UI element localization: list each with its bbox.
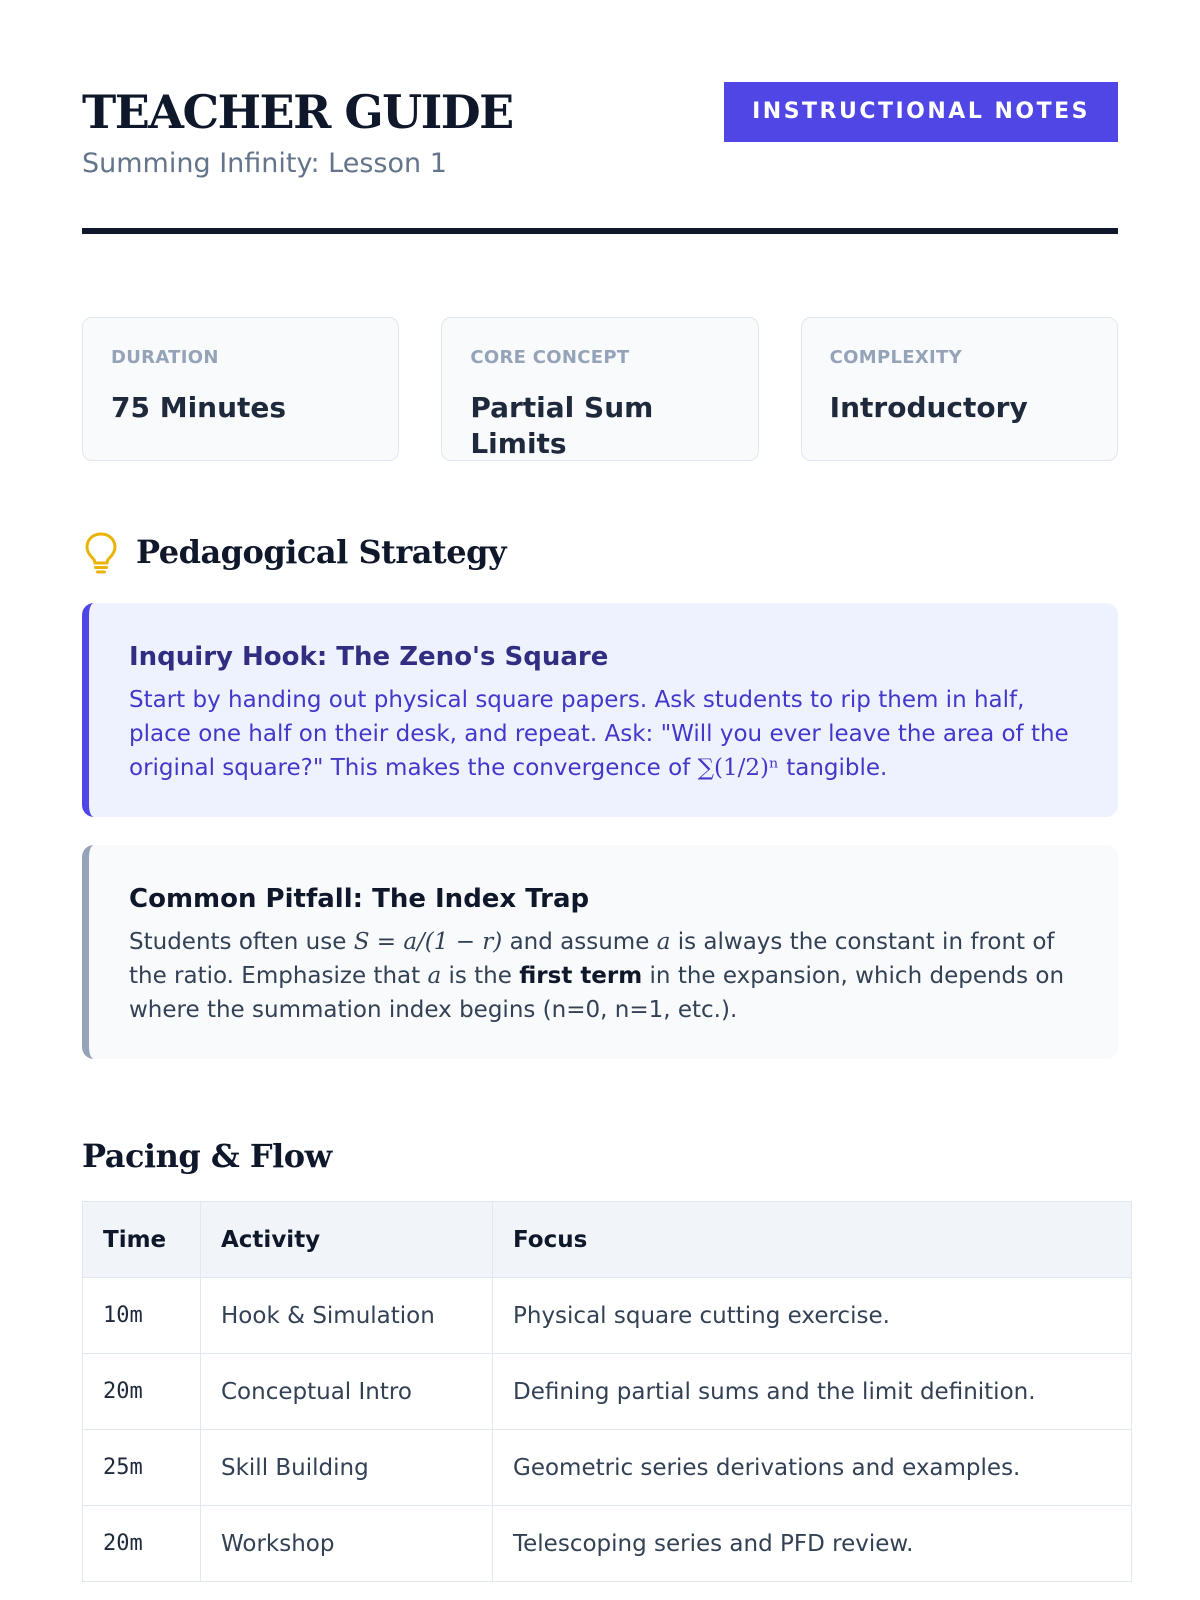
table-row: [83, 1278, 1132, 1354]
callout-text: in the expansion, which depends on where the summation index begins (n=0, n=1, etc.).: [129, 963, 1065, 1023]
complexity-card: [801, 317, 1118, 461]
callout-body: [129, 683, 1078, 785]
math-expression: S = a/(1 − r): [353, 929, 503, 955]
pacing-table: [82, 1201, 1132, 1582]
table-row: [83, 1354, 1132, 1430]
callout-text: Students often use: [129, 929, 354, 955]
lightbulb-icon: [82, 530, 120, 574]
card-value: Introductory: [829, 391, 1028, 424]
card-label: COMPLEXITY: [829, 347, 962, 368]
pacing-heading: [82, 1137, 1118, 1175]
math-expression: a: [656, 929, 671, 955]
focus-cell: Defining partial sums and the limit definition.: [493, 1354, 1132, 1430]
callout-title: Common Pitfall: The Index Trap: [129, 884, 590, 914]
activity-cell: Conceptual Intro: [201, 1354, 493, 1430]
page-title: TEACHER GUIDE: [82, 85, 513, 139]
table-row: [83, 1430, 1132, 1506]
strategy-heading: [82, 530, 1118, 574]
duration-card: [82, 317, 399, 461]
focus-cell: Physical square cutting exercise.: [493, 1278, 1132, 1354]
math-expression: ∑(1/2)ⁿ: [697, 755, 779, 781]
common-pitfall-callout: [82, 845, 1118, 1059]
callout-text: is always the constant in front of the ratio. Emphasize that: [129, 929, 1055, 989]
page-subtitle: Summing Infinity: Lesson 1: [82, 148, 447, 179]
card-label: CORE CONCEPT: [470, 347, 630, 368]
activity-cell: Hook & Simulation: [201, 1278, 493, 1354]
instructional-notes-badge: INSTRUCTIONAL NOTES: [724, 82, 1118, 142]
column-header-time: Time: [83, 1202, 201, 1278]
table-header-row: [83, 1202, 1132, 1278]
column-header-focus: Focus: [493, 1202, 1132, 1278]
callout-title: Inquiry Hook: The Zeno's Square: [129, 642, 609, 672]
callout-text: tangible.: [778, 755, 888, 781]
focus-cell: Geometric series derivations and examples.: [493, 1430, 1132, 1506]
column-header-activity: Activity: [201, 1202, 493, 1278]
inquiry-hook-callout: [82, 603, 1118, 817]
card-label: DURATION: [111, 347, 219, 368]
card-value: 75 Minutes: [111, 391, 287, 424]
core-concept-card: [441, 317, 758, 461]
time-cell: 20m: [83, 1506, 201, 1582]
header: [82, 82, 1118, 232]
header-divider: [82, 228, 1118, 234]
time-cell: 25m: [83, 1430, 201, 1506]
activity-cell: Workshop: [201, 1506, 493, 1582]
section-title: Pacing & Flow: [82, 1137, 332, 1175]
time-cell: 10m: [83, 1278, 201, 1354]
callout-text: Start by handing out physical square papers. Ask students to rip them in half, place one half on their desk, and repeat. Ask: "Will you ever leave the area of the original square?" This makes the convergence of: [129, 687, 1069, 781]
math-expression: a: [427, 963, 442, 989]
emphasis-text: first term: [519, 963, 643, 989]
section-title: Pedagogical Strategy: [136, 533, 507, 571]
card-value: Partial Sum Limits: [470, 391, 654, 460]
callout-text: is the: [441, 963, 520, 989]
time-cell: 20m: [83, 1354, 201, 1430]
focus-cell: Telescoping series and PFD review.: [493, 1506, 1132, 1582]
table-row: [83, 1506, 1132, 1582]
info-cards: [82, 317, 1118, 461]
callout-body: [129, 925, 1078, 1027]
callout-text: and assume: [502, 929, 657, 955]
activity-cell: Skill Building: [201, 1430, 493, 1506]
